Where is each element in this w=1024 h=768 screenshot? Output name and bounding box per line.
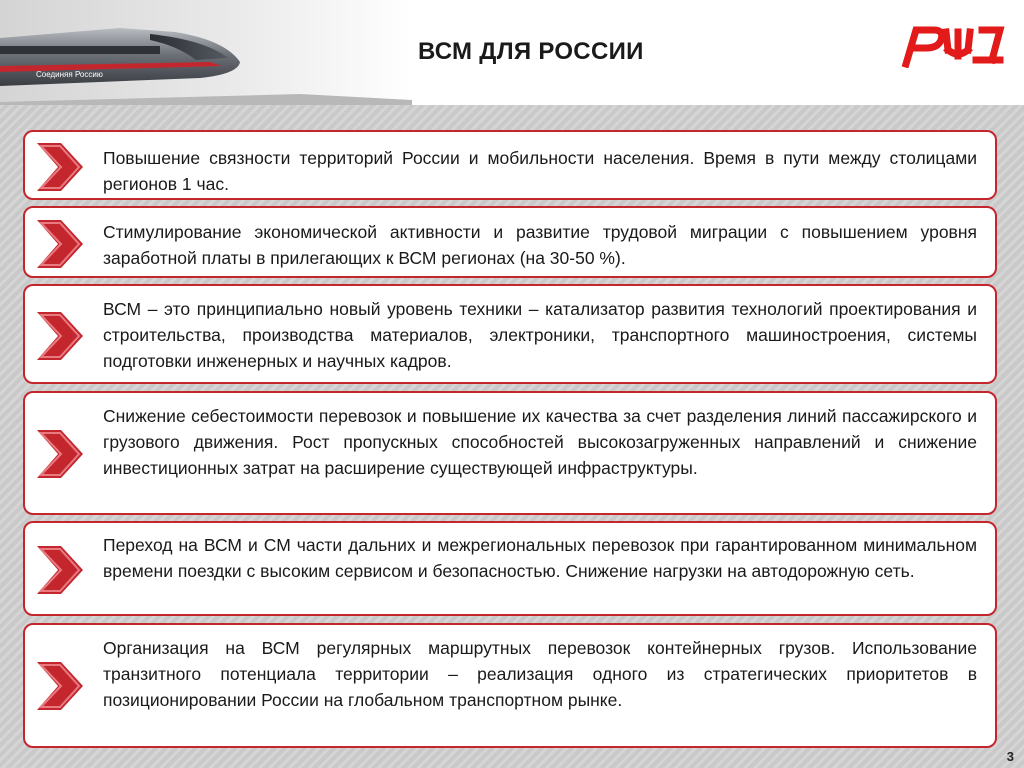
page-number: 3	[1006, 749, 1014, 764]
item-text: Снижение себестоимости перевозок и повышение их качества за счет разделения линий пассажирского и грузового движения. Рост пропускных способностей высокозагруженных направлений и снижение инвестиционных затрат на расширение существующей инфраструктуры.	[103, 406, 977, 478]
slide-header	[0, 0, 1024, 105]
item-text: Переход на ВСМ и СМ части дальних и межрегиональных перевозок при гарантированном минимальном времени поездки с высоким сервисом и безопасностью. Снижение нагрузки на автодорожную сеть.	[103, 535, 977, 581]
train-image	[0, 0, 412, 105]
item-text: Повышение связности территорий России и мобильности населения. Время в пути между столицами регионов 1 час.	[103, 148, 977, 194]
list-item	[23, 391, 997, 515]
chevron-right-icon	[31, 542, 87, 598]
rzd-logo	[896, 20, 1008, 68]
item-text: Организация на ВСМ регулярных маршрутных перевозок контейнерных грузов. Использование транзитного потенциала территории – реализация одного из стратегических приоритетов в позиционировании России на глобальном транспортном рынке.	[103, 638, 977, 710]
list-item	[23, 130, 997, 200]
list-item	[23, 623, 997, 748]
train-livery-text: Соединяя Россию	[36, 70, 103, 79]
page-title: ВСМ ДЛЯ РОССИИ	[418, 38, 644, 65]
list-item	[23, 284, 997, 384]
chevron-right-icon	[31, 308, 87, 364]
item-text: Стимулирование экономической активности и развитие трудовой миграции с повышением уровня заработной платы в прилегающих к ВСМ регионах (на 30-50 %).	[103, 222, 977, 268]
chevron-right-icon	[31, 658, 87, 714]
chevron-right-icon	[31, 216, 87, 272]
chevron-right-icon	[31, 426, 87, 482]
item-text: ВСМ – это принципиально новый уровень техники – катализатор развития технологий проектирования и строительства, производства материалов, электроники, транспортного машиностроения, системы подготовки инженерных и научных кадров.	[103, 299, 977, 371]
list-item	[23, 206, 997, 278]
chevron-right-icon	[31, 139, 87, 195]
list-item	[23, 521, 997, 616]
